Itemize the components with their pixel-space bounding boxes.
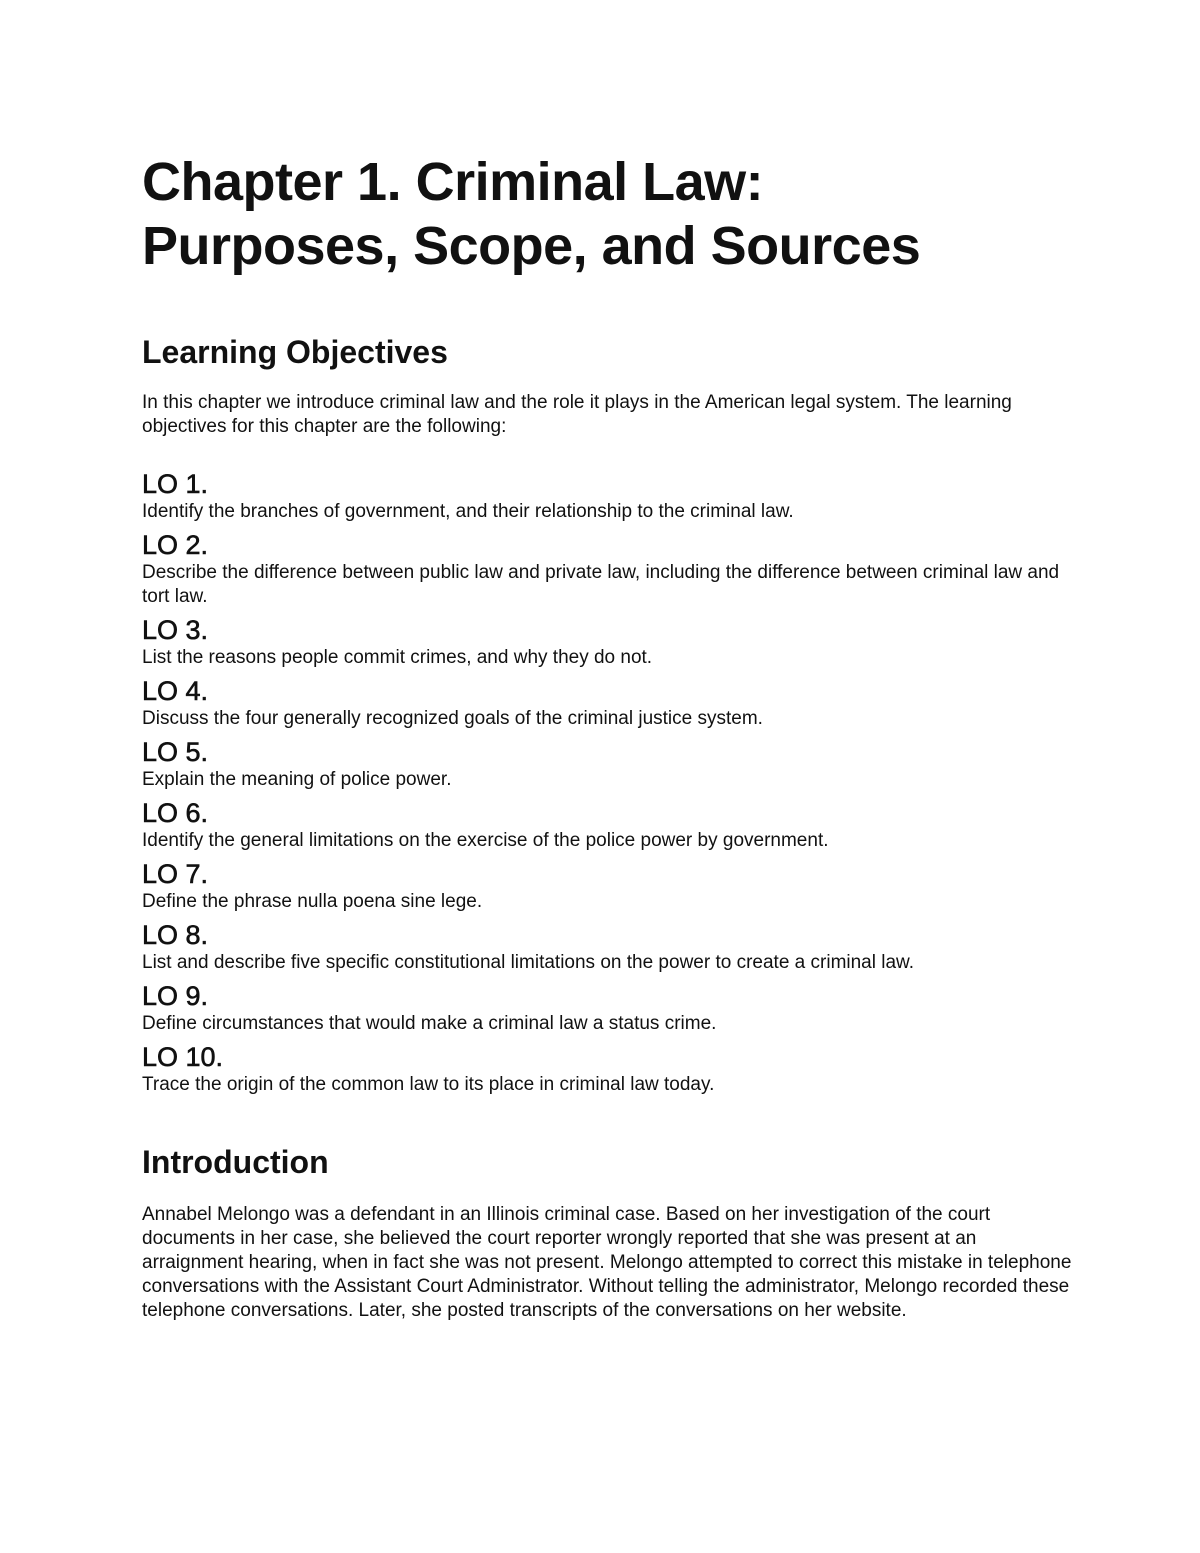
learning-objective-number: LO 10. [142,1042,224,1072]
learning-objective-text: Trace the origin of the common law to its place in criminal law today. [142,1074,715,1095]
introduction-paragraph: Annabel Melongo was a defendant in an Illinois criminal case. Based on her investigation of the court documents in her case, she believed the court reporter wrongly reported that she was present at an arraignment hearing, when in fact she was not present. Melongo attempted to correct this mistake in telephone conversations with the Assistant Court Administrator. Without telling the administrator, Melongo recorded these telephone conversations. Later, she posted transcripts of the conversations on her website. [142,1204,1072,1321]
learning-objective-item [142,981,1072,1036]
learning-objective-item [142,1042,1072,1097]
learning-objective-text: Identify the general limitations on the exercise of the police power by government. [142,830,829,851]
learning-objective-item [142,798,1072,853]
learning-objective-number: LO 3. [142,615,209,645]
learning-objective-number: LO 8. [142,920,209,950]
document-page [142,150,1072,1323]
learning-objective-text: Describe the difference between public law and private law, including the difference between criminal law and tort law. [142,562,1060,607]
learning-objective-item [142,737,1072,792]
learning-objectives-list [142,469,1072,1097]
learning-objective-number: LO 6. [142,798,209,828]
learning-objective-item [142,859,1072,914]
learning-objective-number: LO 7. [142,859,209,889]
learning-objective-text: Explain the meaning of police power. [142,769,452,790]
learning-objective-item [142,920,1072,975]
learning-objective-text: Define the phrase nulla poena sine lege. [142,891,483,912]
learning-objectives-intro: In this chapter we introduce criminal law and the role it plays in the American legal system. The learning objectives for this chapter are the following: [142,392,1012,437]
learning-objective-item [142,469,1072,524]
chapter-title-line-2: Purposes, Scope, and Sources [142,216,921,276]
learning-objective-text: List the reasons people commit crimes, and why they do not. [142,647,653,668]
learning-objective-number: LO 5. [142,737,209,767]
learning-objective-item [142,530,1072,609]
introduction-heading: Introduction [142,1144,329,1180]
learning-objective-number: LO 1. [142,469,209,499]
learning-objective-number: LO 9. [142,981,209,1011]
learning-objectives-heading: Learning Objectives [142,334,448,370]
learning-objective-number: LO 2. [142,530,209,560]
learning-objective-text: Identify the branches of government, and their relationship to the criminal law. [142,501,794,522]
learning-objective-text: List and describe five specific constitutional limitations on the power to create a criminal law. [142,952,914,973]
learning-objective-number: LO 4. [142,676,209,706]
chapter-title-line-1: Chapter 1. Criminal Law: [142,152,764,212]
chapter-title [142,150,1072,278]
learning-objective-item [142,676,1072,731]
learning-objective-item [142,615,1072,670]
learning-objective-text: Discuss the four generally recognized goals of the criminal justice system. [142,708,763,729]
learning-objective-text: Define circumstances that would make a criminal law a status crime. [142,1013,717,1034]
